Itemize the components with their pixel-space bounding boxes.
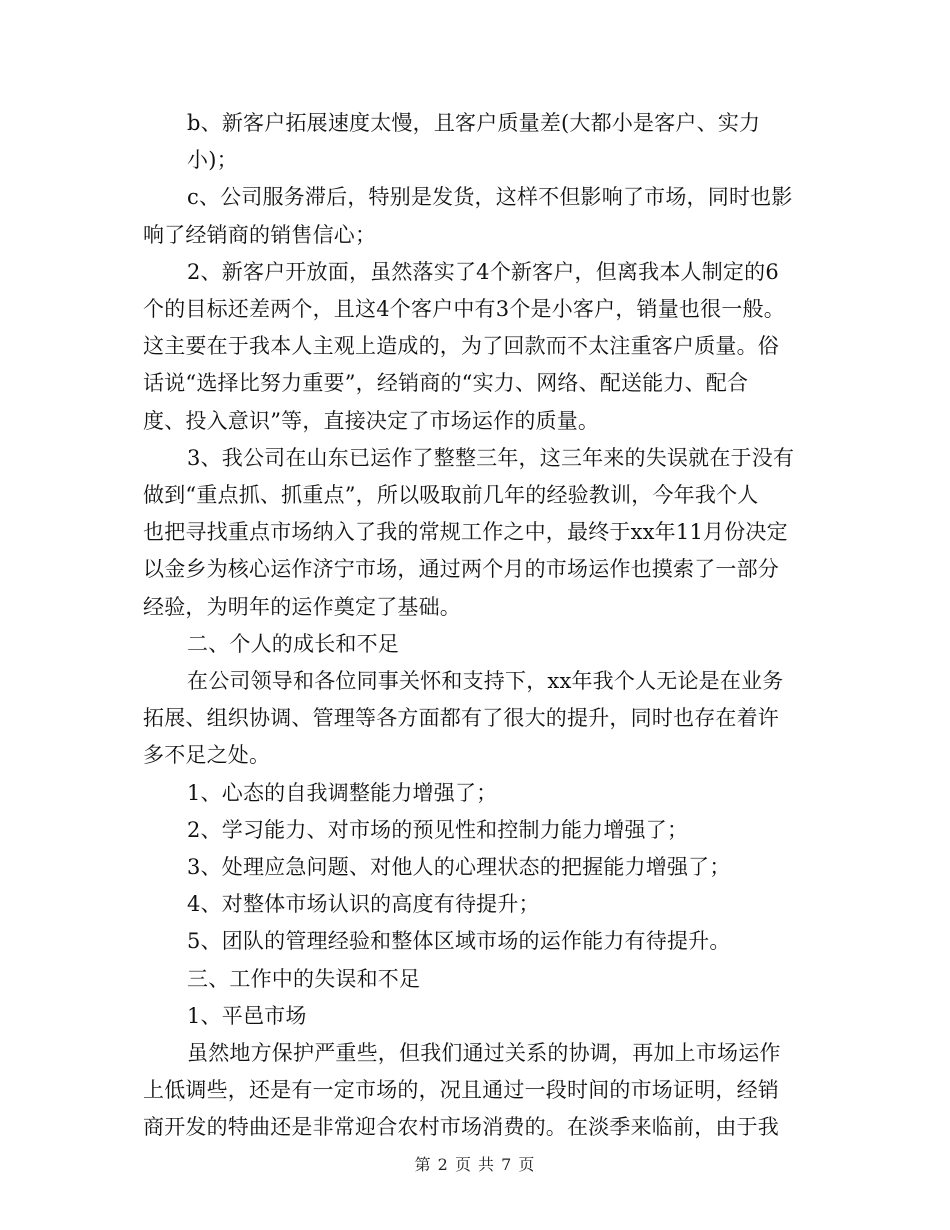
text-line: 多不足之处。 (143, 743, 271, 768)
text-line: 3、我公司在山东已运作了整整三年，这三年来的失误就在于没有 (187, 445, 795, 470)
text-line: 商开发的特曲还是非常迎合农村市场消费的。在淡季来临前，由于我 (143, 1115, 779, 1140)
text-line: 3、处理应急问题、对他人的心理状态的把握能力增强了； (187, 855, 731, 880)
text-line: 2、新客户开放面，虽然落实了4个新客户，但离我本人制定的6 (187, 259, 779, 284)
page-number-footer: 第 2 页 共 7 页 (414, 1155, 536, 1174)
text-line: 以金乡为核心运作济宁市场，通过两个月的市场运作也摸索了一部分 (143, 557, 779, 582)
list-item (143, 775, 811, 812)
text-line: 响了经销商的销售信心； (143, 222, 377, 247)
paragraph (143, 1035, 811, 1147)
text-line: 这主要在于我本人主观上造成的，为了回款而不太注重客户质量。俗 (143, 334, 779, 359)
paragraph (143, 105, 811, 179)
text-line: 在公司领导和各位同事关怀和支持下，xx年我个人无论是在业务 (187, 669, 784, 694)
document-body (143, 105, 811, 1147)
text-line: 4、对整体市场认识的高度有待提升； (187, 892, 540, 917)
text-line: 5、团队的管理经验和整体区域市场的运作能力有待提升。 (187, 929, 731, 954)
text-line: 经验，为明年的运作奠定了基础。 (143, 594, 461, 619)
list-item (143, 886, 811, 923)
section-heading (143, 961, 811, 998)
text-line: 做到“重点抓、抓重点”，所以吸取前几年的经验教训，今年我个人 (143, 483, 759, 508)
text-line: 也把寻找重点市场纳入了我的常规工作之中，最终于xx年11月份决定 (143, 520, 788, 545)
text-line: 拓展、组织协调、管理等各方面都有了很大的提升，同时也存在着许 (143, 706, 779, 731)
text-line: 个的目标还差两个，且这4个客户中有3个是小客户，销量也很一般。 (143, 297, 785, 322)
text-line: 上低调些，还是有一定市场的，况且通过一段时间的市场证明，经销 (143, 1078, 779, 1103)
text-line: 虽然地方保护严重些，但我们通过关系的协调，再加上市场运作 (187, 1041, 781, 1066)
text-line: 度、投入意识”等，直接决定了市场运作的质量。 (143, 408, 600, 433)
text-line: c、公司服务滞后，特别是发货，这样不但影响了市场，同时也影 (187, 185, 793, 210)
paragraph (143, 663, 811, 775)
paragraph (143, 440, 811, 626)
subsection-heading (143, 998, 811, 1035)
text-line: 1、心态的自我调整能力增强了； (187, 780, 498, 805)
text-line: b、新客户拓展速度太慢，且客户质量差(大都小是客户、实力小)； (187, 111, 761, 173)
text-line: 二、个人的成长和不足 (187, 631, 399, 656)
paragraph (143, 179, 811, 253)
text-line: 1、平邑市场 (187, 1003, 307, 1028)
list-item (143, 849, 811, 886)
section-heading (143, 626, 811, 663)
paragraph (143, 254, 811, 440)
text-line: 2、学习能力、对市场的预见性和控制力能力增强了； (187, 817, 689, 842)
list-item (143, 812, 811, 849)
text-line: 话说“选择比努力重要”，经销商的“实力、网络、配送能力、配合 (143, 371, 749, 396)
list-item (143, 923, 811, 960)
text-line: 三、工作中的失误和不足 (187, 966, 421, 991)
